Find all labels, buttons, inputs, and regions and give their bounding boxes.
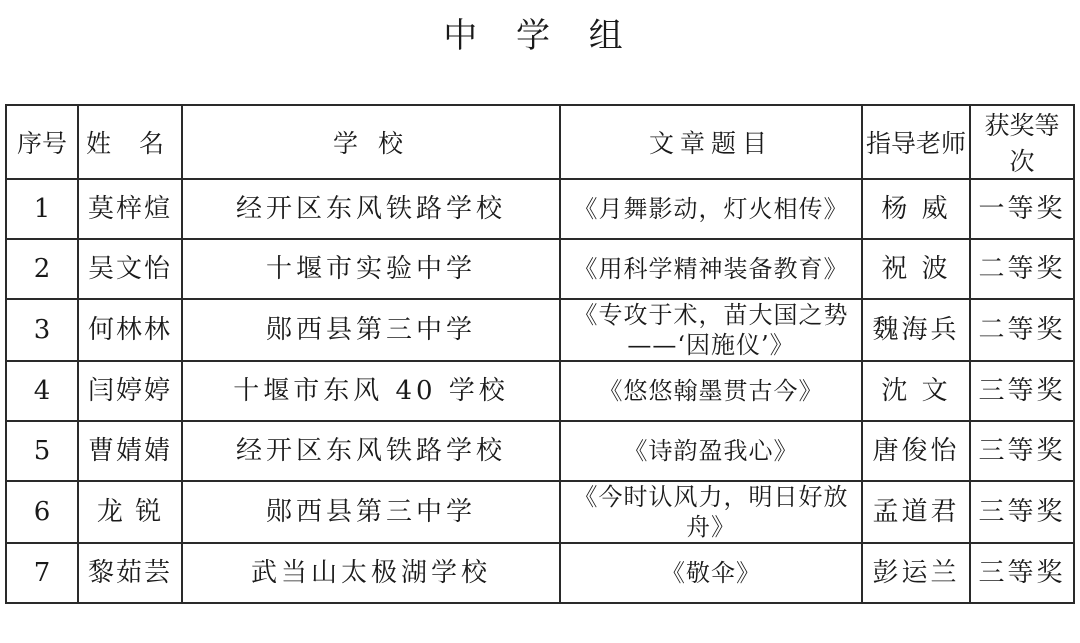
cell-article: 《用科学精神装备教育》 bbox=[560, 239, 862, 299]
cell-award: 三等奖 bbox=[970, 543, 1074, 603]
cell-article: 《悠悠翰墨贯古今》 bbox=[560, 361, 862, 421]
page-title: 中 学 组 bbox=[443, 16, 637, 56]
cell-school: 经开区东风铁路学校 bbox=[182, 179, 560, 239]
cell-name: 莫梓煊 bbox=[78, 179, 182, 239]
cell-award: 二等奖 bbox=[970, 239, 1074, 299]
header-award: 获奖等次 bbox=[970, 105, 1074, 179]
cell-teacher: 孟道君 bbox=[862, 481, 970, 543]
cell-article: 《专攻于术，苗大国之势——‘因施仪’》 bbox=[560, 299, 862, 361]
cell-no: 4 bbox=[6, 361, 78, 421]
table-row bbox=[6, 543, 1074, 603]
cell-teacher: 沈 文 bbox=[862, 361, 970, 421]
cell-teacher: 祝 波 bbox=[862, 239, 970, 299]
cell-name: 龙 锐 bbox=[78, 481, 182, 543]
cell-teacher: 魏海兵 bbox=[862, 299, 970, 361]
cell-award: 三等奖 bbox=[970, 421, 1074, 481]
table-row bbox=[6, 239, 1074, 299]
header-school: 学 校 bbox=[182, 105, 560, 179]
cell-name: 何林林 bbox=[78, 299, 182, 361]
cell-article: 《敬伞》 bbox=[560, 543, 862, 603]
cell-teacher: 唐俊怡 bbox=[862, 421, 970, 481]
cell-name: 黎茹芸 bbox=[78, 543, 182, 603]
cell-school: 经开区东风铁路学校 bbox=[182, 421, 560, 481]
cell-school: 武当山太极湖学校 bbox=[182, 543, 560, 603]
table-row bbox=[6, 361, 1074, 421]
cell-no: 6 bbox=[6, 481, 78, 543]
cell-article: 《今时认风力，明日好放舟》 bbox=[560, 481, 862, 543]
cell-name: 曹婧婧 bbox=[78, 421, 182, 481]
cell-award: 一等奖 bbox=[970, 179, 1074, 239]
cell-award: 二等奖 bbox=[970, 299, 1074, 361]
cell-article: 《诗韵盈我心》 bbox=[560, 421, 862, 481]
cell-no: 5 bbox=[6, 421, 78, 481]
cell-no: 2 bbox=[6, 239, 78, 299]
cell-no: 3 bbox=[6, 299, 78, 361]
table-row bbox=[6, 421, 1074, 481]
header-no: 序号 bbox=[6, 105, 78, 179]
cell-article: 《月舞影动，灯火相传》 bbox=[560, 179, 862, 239]
table-row bbox=[6, 299, 1074, 361]
award-table bbox=[5, 104, 1075, 604]
cell-teacher: 杨 威 bbox=[862, 179, 970, 239]
cell-school: 郧西县第三中学 bbox=[182, 481, 560, 543]
cell-award: 三等奖 bbox=[970, 361, 1074, 421]
cell-no: 7 bbox=[6, 543, 78, 603]
cell-no: 1 bbox=[6, 179, 78, 239]
cell-school: 十堰市实验中学 bbox=[182, 239, 560, 299]
cell-award: 三等奖 bbox=[970, 481, 1074, 543]
cell-name: 吴文怡 bbox=[78, 239, 182, 299]
cell-teacher: 彭运兰 bbox=[862, 543, 970, 603]
table-row bbox=[6, 481, 1074, 543]
header-article: 文章题目 bbox=[560, 105, 862, 179]
table-header-row bbox=[6, 105, 1074, 179]
cell-name: 闫婷婷 bbox=[78, 361, 182, 421]
header-teacher: 指导老师 bbox=[862, 105, 970, 179]
table-row bbox=[6, 179, 1074, 239]
header-name: 姓 名 bbox=[78, 105, 182, 179]
cell-school: 郧西县第三中学 bbox=[182, 299, 560, 361]
cell-school: 十堰市东风 40 学校 bbox=[182, 361, 560, 421]
